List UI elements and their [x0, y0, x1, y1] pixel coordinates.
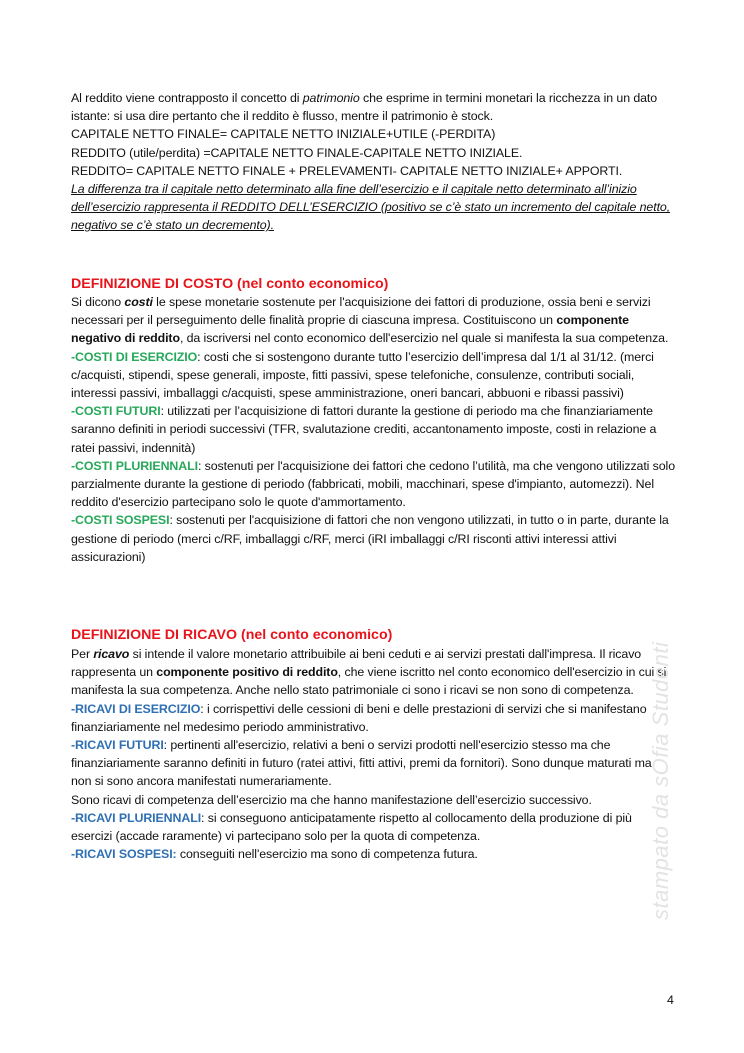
costo-section	[71, 293, 675, 566]
intro-paragraph: Al reddito viene contrapposto il concetto di patrimonio che esprime in termini monetari la ricchezza in un dato istante: si usa dire pertanto che il reddito è flusso, mentre il patrimonio è stock.	[71, 91, 658, 124]
ricavo-section	[71, 645, 675, 863]
list-item-ricavi-futuri: -RICAVI FUTURI: pertinenti all'esercizio, relativi a beni o servizi prodotti nell'esercizio stesso ma che finanziariamente saranno definiti in futuro (ratei attivi, fitti attivi, premi da fornitori). Sono dunque maturati ma non si sono ancora manifestati numerariamente.	[71, 738, 652, 789]
list-item-ricavi-sospesi: -RICAVI SOSPESI: conseguiti nell'esercizio ma sono di competenza futura.	[71, 847, 478, 862]
underlined-definition: La differenza tra il capitale netto determinato alla fine dell’esercizio e il capitale netto determinato all’inizio dell’esercizio rappresenta il REDDITO DELL’ESERCIZIO (positivo se c’è stato un incremento del capitale netto, negativo se c’è stato un decremento).	[71, 182, 671, 233]
intro-section	[71, 89, 675, 235]
list-item-costi-sospesi: -COSTI SOSPESI: sostenuti per l'acquisizione di fattori che non vengono utilizzati, in tutto o in parte, durante la gestione di periodo (merci c/RF, imballaggi c/RF, merci (iRI imballaggi c/RI risconti attivi interessi attivi assicurazioni)	[71, 513, 669, 564]
heading-costo: DEFINIZIONE DI COSTO (nel conto economico)	[71, 276, 389, 292]
list-item-costi-pluriennali: -COSTI PLURIENNALI: sostenuti per l'acquisizione dei fattori che cedono l’utilità, ma che vengono utilizzati solo parzialmente durante la gestione di periodo (fabbricati, mobili, macchinari, spese d'impianto, automezzi). Nel reddito d'esercizio partecipano solo le quote d'ammortamento.	[71, 458, 676, 510]
formula-reddito-prelevamenti: REDDITO= CAPITALE NETTO FINALE + PRELEVAMENTI- CAPITALE NETTO INIZIALE+ APPORTI.	[71, 163, 623, 178]
heading-ricavo: DEFINIZIONE DI RICAVO (nel conto economico)	[71, 627, 393, 643]
ricavo-definition: Per ricavo si intende il valore monetario attribuibile ai beni ceduti e ai servizi prestati dall'impresa. Il ricavo rappresenta un componente positivo di reddito, che viene iscritto nel conto economico dell'esercizio in cui si manifesta la sua competenza. Anche nello stato patrimoniale ci sono i ricavi se non sono di competenza.	[71, 647, 667, 698]
ricavi-competenza-note: Sono ricavi di competenza dell’esercizio ma che hanno manifestazione dell’esercizio successivo.	[71, 792, 592, 807]
list-item-costi-esercizio: -COSTI DI ESERCIZIO: costi che si sostengono durante tutto l’esercizio dell’impresa dal 1/1 al 31/12. (merci c/acquisti, stipendi, spese generali, imposte, fitti passivi, spese telefoniche, consulenze, contributi sociali, interessi passivi, imballaggi c/acquisti, spese amministrazione, oneri bancari, abbuoni e ribassi passivi)	[71, 349, 654, 401]
ricavo-term: ricavo	[93, 647, 130, 661]
costi-term: costi	[124, 295, 153, 309]
costo-definition: Si dicono costi le spese monetarie sostenute per l'acquisizione dei fattori di produzione, ossia beni e servizi necessari per il perseguimento delle finalità proprie di ciascuna impresa. Costituiscono un componente negativo di reddito, da iscriversi nel conto economico dell'esercizio nel quale si manifesta la sua competenza.	[71, 295, 669, 346]
formula-capitale-netto-finale: CAPITALE NETTO FINALE= CAPITALE NETTO INIZIALE+UTILE (-PERDITA)	[71, 127, 496, 142]
componente-positivo: componente positivo di reddito	[156, 665, 338, 680]
list-item-ricavi-pluriennali: -RICAVI PLURIENNALI: si conseguono anticipatamente rispetto al collocamento della produzione di più esercizi (accade raramente) vi partecipano solo per la quota di competenza.	[71, 810, 632, 844]
page-number: 4	[667, 993, 674, 1007]
patrimonio-term: patrimonio	[302, 91, 360, 105]
watermark: stampato da sOfia Studenti	[648, 641, 673, 920]
list-item-ricavi-esercizio: -RICAVI DI ESERCIZIO: i corrispettivi delle cessioni di beni e delle prestazioni di servizi che si manifestano finanziariamente nel medesimo periodo amministrativo.	[71, 701, 647, 734]
componente-negativo: componente negativo di reddito	[71, 313, 629, 346]
list-item-costi-futuri: -COSTI FUTURI: utilizzati per l’acquisizione di fattori durante la gestione di periodo ma che finanziariamente saranno definiti in periodi successivi (TFR, svalutazione crediti, accantonamento imposte, costi in relazione a ratei passivi, indennità)	[71, 404, 657, 455]
formula-reddito: REDDITO (utile/perdita) =CAPITALE NETTO FINALE-CAPITALE NETTO INIZIALE.	[71, 145, 523, 160]
